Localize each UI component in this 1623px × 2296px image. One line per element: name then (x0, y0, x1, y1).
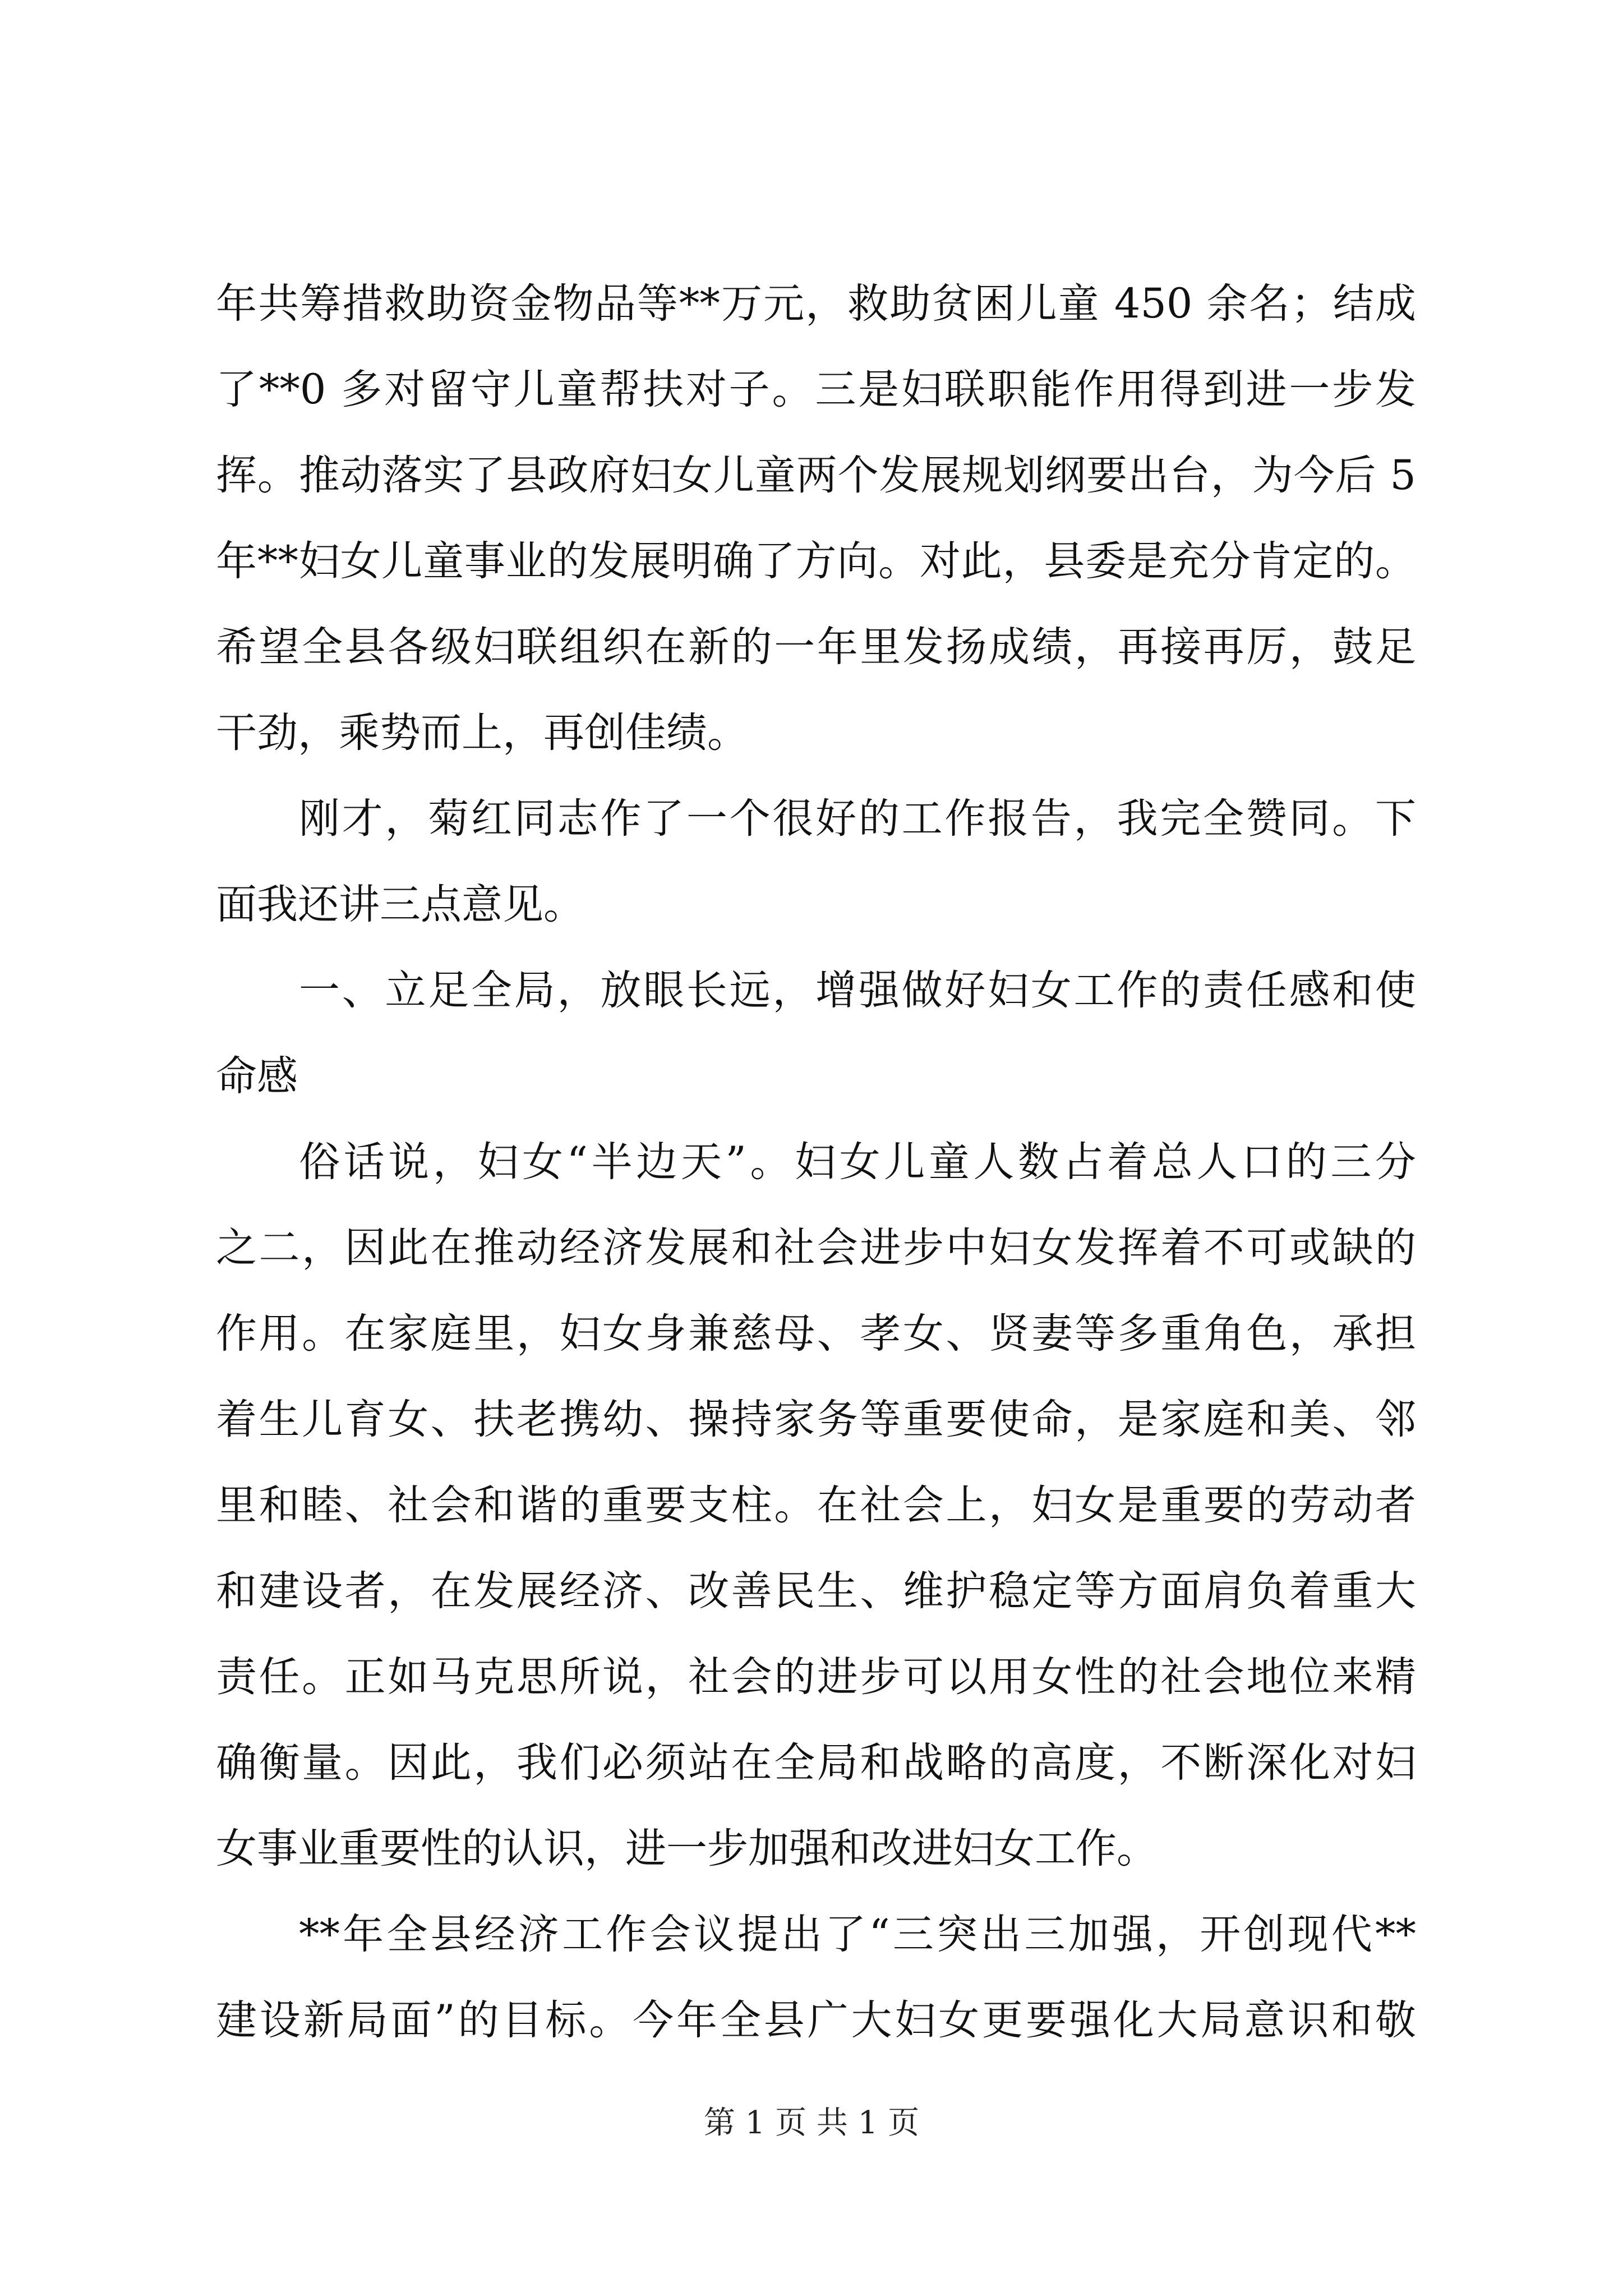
page-footer: 第 1 页 共 1 页 (703, 2105, 920, 2141)
text-line: 和建设者，在发展经济、改善民生、维护稳定等方面肩负着重大 (216, 1567, 1416, 1615)
text-line: 女事业重要性的认识，进一步加强和改进妇女工作。 (216, 1825, 1158, 1872)
paragraph (216, 776, 1416, 947)
text-line: 里和睦、社会和谐的重要支柱。在社会上，妇女是重要的劳动者 (216, 1481, 1416, 1529)
text-line: 年共筹措救助资金物品等**万元，救助贫困儿童 450 余名；结成 (216, 280, 1416, 328)
text-line: 希望全县各级妇联组织在新的一年里发扬成绩，再接再厉，鼓足 (216, 623, 1416, 671)
text-line: 作用。在家庭里，妇女身兼慈母、孝女、贤妻等多重角色，承担 (216, 1310, 1416, 1358)
text-line: 确衡量。因此，我们必须站在全局和战略的高度，不断深化对妇 (216, 1739, 1416, 1787)
text-line: 之二，因此在推动经济发展和社会进步中妇女发挥着不可或缺的 (216, 1224, 1416, 1272)
text-line: 着生儿育女、扶老携幼、操持家务等重要使命，是家庭和美、邻 (216, 1396, 1416, 1443)
text-line: **年全县经济工作会议提出了“三突出三加强，开创现代** (299, 1911, 1416, 1958)
paragraph (216, 261, 1416, 776)
text-line: 责任。正如马克思所说，社会的进步可以用女性的社会地位来精 (216, 1653, 1416, 1701)
text-line: 刚才，菊红同志作了一个很好的工作报告，我完全赞同。下 (299, 795, 1416, 843)
body-text (216, 261, 1416, 2063)
text-line: 了**0 多对留守儿童帮扶对子。三是妇联职能作用得到进一步发 (216, 366, 1416, 413)
text-line: 年**妇女儿童事业的发展明确了方向。对此，县委是充分肯定的。 (216, 537, 1416, 585)
paragraph (216, 947, 1416, 1119)
text-line: 建设新局面”的目标。今年全县广大妇女更要强化大局意识和敬 (216, 1996, 1416, 2044)
paragraph (216, 1892, 1416, 2063)
paragraph (216, 1119, 1416, 1892)
text-line: 俗话说，妇女“半边天”。妇女儿童人数占着总人口的三分 (299, 1138, 1416, 1186)
text-line: 挥。推动落实了县政府妇女儿童两个发展规划纲要出台，为今后 5 (216, 452, 1416, 499)
text-line: 命感 (216, 1052, 298, 1100)
text-line: 干劲，乘势而上，再创佳绩。 (216, 709, 748, 757)
text-line: 面我还讲三点意见。 (216, 881, 584, 928)
text-line: 一、立足全局，放眼长远，增强做好妇女工作的责任感和使 (299, 967, 1416, 1014)
